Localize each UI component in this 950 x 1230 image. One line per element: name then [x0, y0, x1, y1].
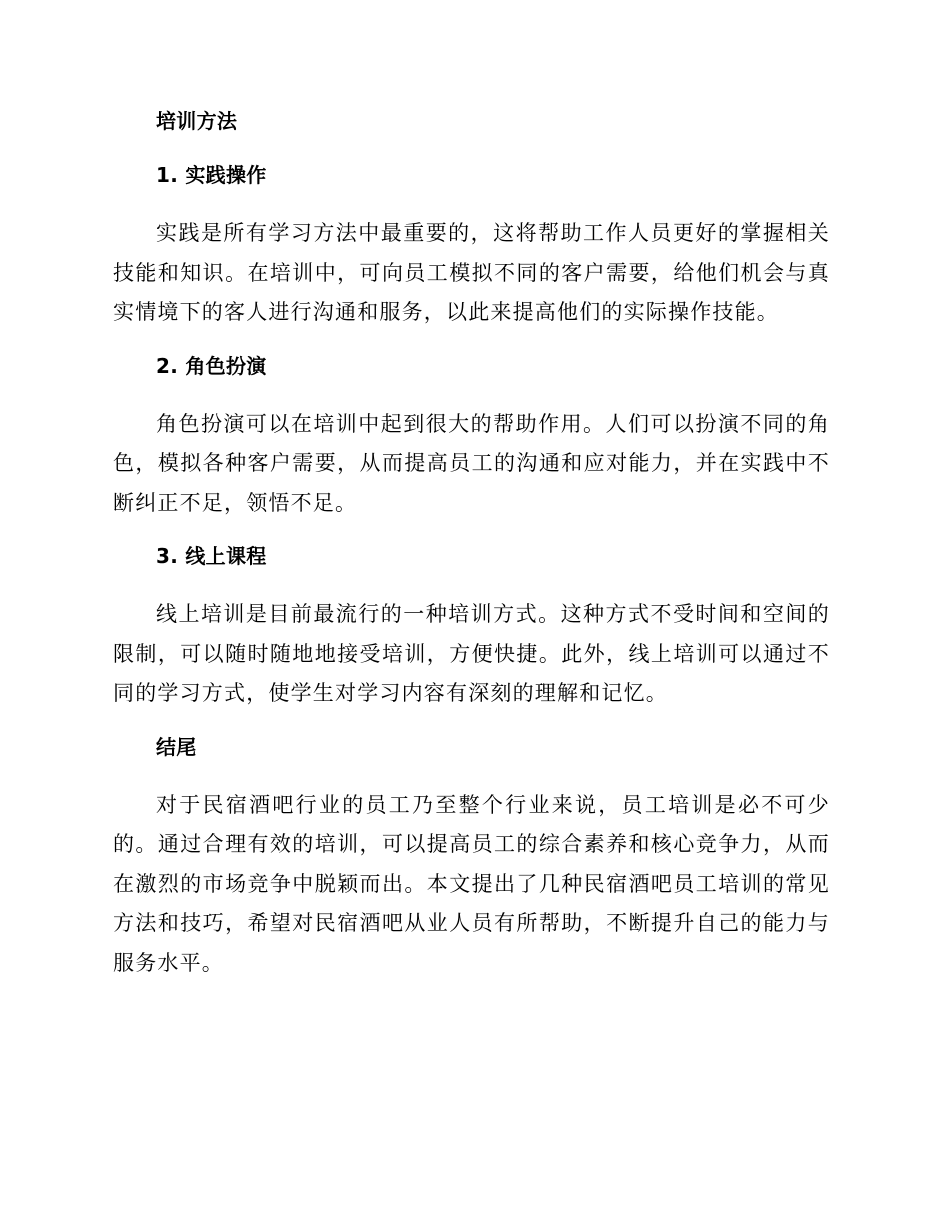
section-heading-practice: 1. 实践操作: [156, 163, 267, 187]
section-heading-online-course: 3. 线上课程: [156, 544, 267, 568]
section-heading-methods: 培训方法: [156, 109, 238, 133]
paragraph-online-course: 线上培训是目前最流行的一种培训方式。这种方式不受时间和空间的限制，可以随时随地地接受培训，方便快捷。此外，线上培训可以通过不同的学习方式，使学生对学习内容有深刻的理解和记忆。: [113, 602, 830, 705]
paragraph-practice: 实践是所有学习方法中最重要的，这将帮助工作人员更好的掌握相关技能和知识。在培训中，可向员工模拟不同的客户需要，给他们机会与真实情境下的客人进行沟通和服务，以此来提高他们的实际操作技能。: [113, 221, 830, 324]
section-heading-conclusion: 结尾: [156, 734, 197, 759]
section-heading-role-play: 2. 角色扮演: [156, 353, 267, 378]
document-page: [113, 106, 830, 983]
paragraph-role-play: 角色扮演可以在培训中起到很大的帮助作用。人们可以扮演不同的角色，模拟各种客户需要，从而提高员工的沟通和应对能力，并在实践中不断纠正不足，领悟不足。: [113, 411, 830, 515]
paragraph-conclusion: 对于民宿酒吧行业的员工乃至整个行业来说，员工培训是必不可少的。通过合理有效的培训，可以提高员工的综合素养和核心竞争力，从而在激烈的市场竞争中脱颖而出。本文提出了几种民宿酒吧员工培训的常见方法和技巧，希望对民宿酒吧从业人员有所帮助，不断提升自己的能力与服务水平。: [113, 792, 830, 975]
